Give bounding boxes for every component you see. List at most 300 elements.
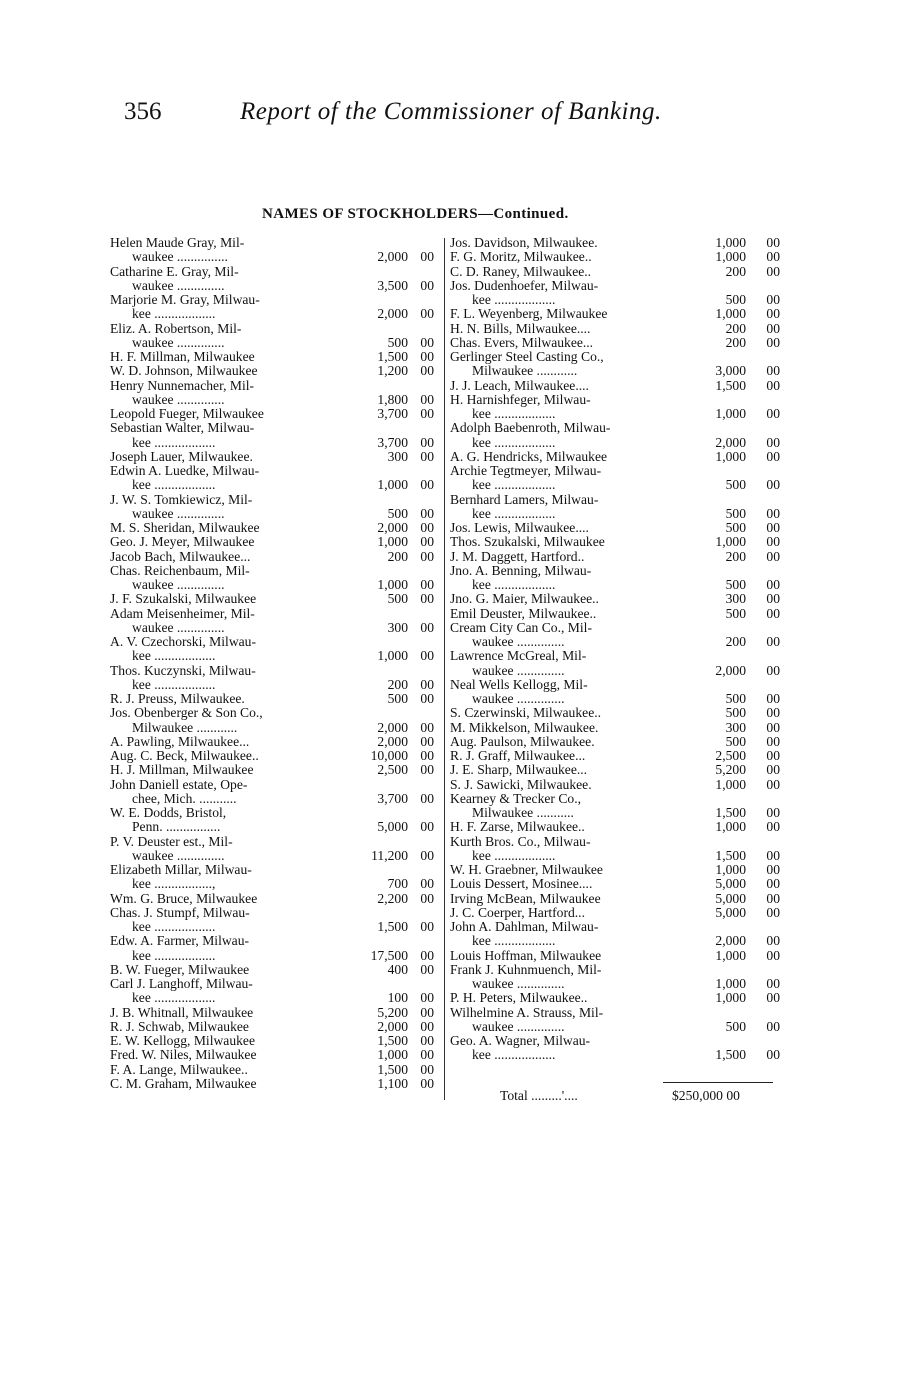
stockholder-name: W. D. Johnson, Milwaukee <box>110 363 258 379</box>
share-amount: 1,000 <box>715 776 746 792</box>
share-cents: 00 <box>766 933 780 949</box>
share-cents: 00 <box>766 577 780 592</box>
stockholder-row <box>110 991 440 1005</box>
stockholder-name: Marjorie M. Gray, Milwau- <box>110 292 260 307</box>
stockholder-name: Catharine E. Gray, Mil- <box>110 263 239 279</box>
share-cents: 00 <box>766 591 780 607</box>
share-amount: 500 <box>725 477 746 493</box>
share-amount: 3,700 <box>377 434 408 450</box>
stockholder-row <box>450 877 782 891</box>
share-cents: 00 <box>766 819 780 835</box>
stockholder-row <box>110 849 440 863</box>
stockholder-name: Thos. Szukalski, Milwaukee <box>450 534 605 550</box>
stockholder-name: Bernhard Lamers, Milwau- <box>450 491 599 507</box>
share-cents: 00 <box>420 890 434 906</box>
stockholder-name: Emil Deuster, Milwaukee.. <box>450 605 597 621</box>
stockholder-row <box>450 735 782 749</box>
stockholder-row <box>110 806 440 820</box>
share-cents: 00 <box>766 805 780 820</box>
stockholder-name: waukee .............. <box>132 277 225 293</box>
share-cents: 00 <box>766 334 780 350</box>
share-amount: 3,700 <box>377 790 408 806</box>
share-amount: 200 <box>725 634 746 649</box>
stockholder-name: J. C. Coerper, Hartford... <box>450 904 585 920</box>
share-cents: 00 <box>420 363 434 379</box>
stockholder-row <box>110 464 440 478</box>
stockholder-name: kee .................. <box>132 648 216 664</box>
stockholder-row <box>110 307 440 321</box>
stockholder-name: kee .................. <box>132 434 216 450</box>
stockholder-name: kee .................. <box>132 990 216 1006</box>
share-amount: 200 <box>387 548 408 564</box>
share-amount: 1,000 <box>715 235 746 250</box>
share-amount: 2,000 <box>377 733 408 749</box>
share-cents: 00 <box>420 676 434 692</box>
total-label: Total .........'.... <box>500 1088 578 1103</box>
share-cents: 00 <box>766 363 780 379</box>
stockholder-row <box>110 949 440 963</box>
stockholder-row <box>110 336 440 350</box>
stockholder-name: Wilhelmine A. Strauss, Mil- <box>450 1004 604 1020</box>
share-amount: 500 <box>387 505 408 521</box>
stockholder-name: F. L. Weyenberg, Milwaukee <box>450 306 608 322</box>
stockholder-name: waukee .............. <box>132 577 225 592</box>
stockholder-row <box>450 664 782 678</box>
share-cents: 00 <box>766 249 780 265</box>
stockholder-row <box>450 963 782 977</box>
total-amount: $250,000 00 <box>672 1088 740 1103</box>
share-cents: 00 <box>420 762 434 778</box>
share-cents: 00 <box>766 847 780 863</box>
share-cents: 00 <box>420 277 434 293</box>
stockholder-name: W. H. Graebner, Milwaukee <box>450 862 603 877</box>
stockholder-row <box>450 721 782 735</box>
stockholder-row <box>110 493 440 507</box>
stockholder-row <box>450 236 782 250</box>
stockholder-row <box>110 564 440 578</box>
stockholder-name: F. G. Moritz, Milwaukee.. <box>450 249 592 265</box>
stockholder-name: Irving McBean, Milwaukee <box>450 890 601 906</box>
stockholder-row <box>450 806 782 820</box>
share-amount: 5,000 <box>715 890 746 906</box>
share-cents: 00 <box>420 1004 434 1020</box>
share-amount: 700 <box>387 876 408 892</box>
stockholder-row <box>450 1034 782 1048</box>
stockholder-row <box>110 977 440 991</box>
stockholder-name: Chas. Reichenbaum, Mil- <box>110 562 250 578</box>
share-amount: 200 <box>725 548 746 564</box>
stockholder-name: Jos. Davidson, Milwaukee. <box>450 235 598 250</box>
stockholder-row <box>110 450 440 464</box>
stockholder-name: waukee ............... <box>132 249 228 265</box>
stockholder-name: Helen Maude Gray, Mil- <box>110 235 245 250</box>
stockholder-name: waukee .............. <box>132 847 225 863</box>
stockholder-name: Chas. Evers, Milwaukee... <box>450 334 594 350</box>
share-amount: 1,100 <box>377 1075 408 1091</box>
stockholder-row <box>110 706 440 720</box>
stockholder-row <box>450 863 782 877</box>
share-cents: 00 <box>420 819 434 835</box>
stockholder-name: Milwaukee ............ <box>132 719 238 735</box>
stockholder-name: P. H. Peters, Milwaukee.. <box>450 990 588 1006</box>
stockholder-name: waukee .............. <box>132 391 225 407</box>
share-cents: 00 <box>420 520 434 535</box>
stockholder-name: Edw. A. Farmer, Milwau- <box>110 933 250 949</box>
share-amount: 1,000 <box>377 534 408 550</box>
stockholder-row <box>450 407 782 421</box>
running-title: Report of the Commissioner of Banking. <box>240 98 662 125</box>
stockholder-name: B. W. Fueger, Milwaukee <box>110 961 250 977</box>
share-amount: 2,000 <box>715 434 746 450</box>
stockholder-row <box>450 393 782 407</box>
stockholder-name: J. E. Sharp, Milwaukee... <box>450 762 588 778</box>
stockholder-row <box>110 265 440 279</box>
stockholder-row <box>110 763 440 777</box>
stockholder-name: John A. Dahlman, Milwau- <box>450 919 599 934</box>
share-cents: 00 <box>766 719 780 735</box>
stockholder-name: waukee .............. <box>472 691 565 706</box>
share-amount: 1,000 <box>715 819 746 835</box>
stockholder-row <box>110 379 440 393</box>
stockholder-name: Frank J. Kuhnmuench, Mil- <box>450 961 602 977</box>
stockholder-name: R. J. Preuss, Milwaukee. <box>110 691 245 706</box>
share-amount: 1,500 <box>715 377 746 393</box>
share-cents: 00 <box>766 662 780 678</box>
stockholder-row <box>110 692 440 706</box>
stockholder-row <box>110 607 440 621</box>
share-cents: 00 <box>420 505 434 521</box>
stockholder-name: kee .................. <box>132 306 216 322</box>
share-cents: 00 <box>420 306 434 322</box>
share-cents: 00 <box>420 434 434 450</box>
share-cents: 00 <box>420 477 434 493</box>
share-amount: 2,500 <box>715 748 746 763</box>
share-amount: 1,200 <box>377 363 408 379</box>
share-cents: 00 <box>420 990 434 1006</box>
stockholder-row <box>110 364 440 378</box>
stockholder-name: Kurth Bros. Co., Milwau- <box>450 833 591 849</box>
share-amount: 500 <box>387 591 408 607</box>
stockholder-row <box>110 592 440 606</box>
share-cents: 00 <box>420 919 434 934</box>
stockholder-name: kee .................. <box>472 505 556 521</box>
share-cents: 00 <box>766 448 780 464</box>
stockholder-row <box>450 649 782 663</box>
stockholder-name: kee .................. <box>472 933 556 949</box>
stockholder-name: kee .................. <box>472 577 556 592</box>
share-cents: 00 <box>766 548 780 564</box>
stockholder-name: M. S. Sheridan, Milwaukee <box>110 520 260 535</box>
share-amount: 1,500 <box>377 349 408 364</box>
stockholder-name: kee .................. <box>132 676 216 692</box>
stockholder-row <box>110 1063 440 1077</box>
stockholder-name: kee .................. <box>472 434 556 450</box>
stockholder-row <box>450 1020 782 1034</box>
stockholder-row <box>110 934 440 948</box>
stockholder-name: kee .................. <box>132 947 216 963</box>
stockholder-row <box>450 265 782 279</box>
share-amount: 5,200 <box>377 1004 408 1020</box>
stockholder-row <box>110 778 440 792</box>
share-amount: 500 <box>725 733 746 749</box>
stockholder-name: kee .................. <box>132 919 216 934</box>
share-amount: 1,500 <box>377 1033 408 1048</box>
share-cents: 00 <box>420 548 434 564</box>
share-cents: 00 <box>420 1018 434 1034</box>
share-cents: 00 <box>420 448 434 464</box>
share-amount: 1,000 <box>377 648 408 664</box>
share-cents: 00 <box>766 434 780 450</box>
stockholder-row <box>110 649 440 663</box>
stockholder-row <box>450 991 782 1005</box>
stockholder-name: S. J. Sawicki, Milwaukee. <box>450 776 592 792</box>
stockholder-row <box>450 763 782 777</box>
stockholder-row <box>110 236 440 250</box>
stockholder-name: Jos. Dudenhoefer, Milwau- <box>450 277 599 293</box>
section-heading: NAMES OF STOCKHOLDERS—Continued. <box>262 206 569 222</box>
share-amount: 500 <box>725 292 746 307</box>
stockholder-name: waukee .............. <box>132 619 225 635</box>
stockholder-row <box>110 578 440 592</box>
share-amount: 300 <box>387 448 408 464</box>
share-cents: 00 <box>766 890 780 906</box>
stockholder-row <box>450 421 782 435</box>
stockholder-name: Joseph Lauer, Milwaukee. <box>110 448 253 464</box>
share-cents: 00 <box>766 1018 780 1034</box>
stockholder-row <box>450 350 782 364</box>
stockholder-row <box>450 820 782 834</box>
share-amount: 300 <box>725 719 746 735</box>
share-amount: 2,000 <box>377 306 408 322</box>
share-cents: 00 <box>766 263 780 279</box>
share-cents: 00 <box>766 605 780 621</box>
share-cents: 00 <box>766 306 780 322</box>
share-amount: 3,500 <box>377 277 408 293</box>
share-amount: 2,000 <box>377 1018 408 1034</box>
stockholder-name: Aug. Paulson, Milwaukee. <box>450 733 595 749</box>
stockholder-row <box>110 963 440 977</box>
stockholder-name: Geo. A. Wagner, Milwau- <box>450 1033 591 1048</box>
stockholder-name: Wm. G. Bruce, Milwaukee <box>110 890 258 906</box>
stockholder-name: waukee .............. <box>472 662 565 678</box>
share-cents: 00 <box>420 1075 434 1091</box>
share-amount: 17,500 <box>370 947 408 963</box>
stockholder-name: Jacob Bach, Milwaukee... <box>110 548 251 564</box>
stockholder-name: Adam Meisenheimer, Mil- <box>110 605 255 621</box>
stockholder-row <box>450 250 782 264</box>
share-amount: 200 <box>725 334 746 350</box>
stockholder-name: E. W. Kellogg, Milwaukee <box>110 1033 255 1048</box>
stockholder-name: Jos. Lewis, Milwaukee.... <box>450 520 589 535</box>
share-amount: 1,000 <box>377 477 408 493</box>
stockholder-row <box>110 1048 440 1062</box>
stockholder-name: M. Mikkelson, Milwaukee. <box>450 719 599 735</box>
stockholder-name: H. F. Zarse, Milwaukee.. <box>450 819 585 835</box>
share-amount: 200 <box>387 676 408 692</box>
share-amount: 2,000 <box>715 933 746 949</box>
share-cents: 00 <box>766 534 780 550</box>
share-amount: 1,000 <box>715 976 746 991</box>
share-cents: 00 <box>766 377 780 393</box>
share-amount: 500 <box>725 1018 746 1034</box>
stockholder-name: Milwaukee ........... <box>472 805 574 820</box>
stockholder-name: Adolph Baebenroth, Milwau- <box>450 420 611 436</box>
share-amount: 2,000 <box>377 249 408 265</box>
stockholder-row <box>450 949 782 963</box>
stockholder-row <box>110 1020 440 1034</box>
stockholder-row <box>110 792 440 806</box>
stockholder-name: Eliz. A. Robertson, Mil- <box>110 320 242 336</box>
stockholder-name: kee .................. <box>472 406 556 421</box>
share-amount: 5,200 <box>715 762 746 778</box>
stockholder-name: R. J. Schwab, Milwaukee <box>110 1018 249 1034</box>
stockholder-name: John Daniell estate, Ope- <box>110 776 248 792</box>
stockholder-name: Neal Wells Kellogg, Mil- <box>450 676 588 692</box>
share-amount: 2,000 <box>377 520 408 535</box>
stockholder-row <box>450 293 782 307</box>
stockholder-name: S. Czerwinski, Milwaukee.. <box>450 705 602 721</box>
stockholder-row <box>110 892 440 906</box>
stockholder-name: H. Harnishfeger, Milwau- <box>450 391 591 407</box>
stockholder-name: C. M. Graham, Milwaukee <box>110 1075 257 1091</box>
stockholder-row <box>110 920 440 934</box>
stockholder-row <box>450 849 782 863</box>
share-amount: 1,000 <box>715 534 746 550</box>
stockholder-name: Chas. J. Stumpf, Milwau- <box>110 904 250 920</box>
stockholder-name: A. V. Czechorski, Milwau- <box>110 634 256 649</box>
share-amount: 5,000 <box>377 819 408 835</box>
stockholder-row <box>110 478 440 492</box>
share-cents: 00 <box>420 349 434 364</box>
share-cents: 00 <box>420 961 434 977</box>
stockholder-name: J. B. Whitnall, Milwaukee <box>110 1004 254 1020</box>
stockholder-name: P. V. Deuster est., Mil- <box>110 833 233 849</box>
share-cents: 00 <box>420 1061 434 1077</box>
share-cents: 00 <box>420 733 434 749</box>
stockholder-row <box>110 550 440 564</box>
stockholder-row <box>450 792 782 806</box>
stockholder-row <box>110 835 440 849</box>
stockholder-row <box>110 678 440 692</box>
stockholder-row <box>450 934 782 948</box>
share-cents: 00 <box>766 634 780 649</box>
stockholder-row <box>450 564 782 578</box>
stockholder-row <box>110 350 440 364</box>
stockholder-row <box>450 920 782 934</box>
share-cents: 00 <box>420 790 434 806</box>
share-amount: 500 <box>387 691 408 706</box>
share-amount: 400 <box>387 961 408 977</box>
share-amount: 1,000 <box>715 947 746 963</box>
stockholder-row <box>450 521 782 535</box>
page-number: 356 <box>124 98 162 125</box>
stockholder-row <box>110 535 440 549</box>
share-cents: 00 <box>766 691 780 706</box>
stockholder-row <box>110 635 440 649</box>
stockholder-row <box>450 336 782 350</box>
stockholder-name: kee .................. <box>472 292 556 307</box>
stockholder-row <box>450 478 782 492</box>
stockholder-name: Elizabeth Millar, Milwau- <box>110 862 252 877</box>
stockholder-name: Leopold Fueger, Milwaukee <box>110 406 264 421</box>
share-amount: 2,200 <box>377 890 408 906</box>
stockholder-row <box>110 1077 440 1091</box>
share-amount: 1,000 <box>715 306 746 322</box>
share-cents: 00 <box>766 990 780 1006</box>
stockholder-row <box>110 749 440 763</box>
stockholder-name: A. Pawling, Milwaukee... <box>110 733 250 749</box>
stockholder-name: J. W. S. Tomkiewicz, Mil- <box>110 491 253 507</box>
share-cents: 00 <box>766 1047 780 1063</box>
share-amount: 500 <box>725 691 746 706</box>
share-cents: 00 <box>766 520 780 535</box>
share-amount: 500 <box>725 577 746 592</box>
share-amount: 100 <box>387 990 408 1006</box>
share-amount: 2,000 <box>377 719 408 735</box>
share-amount: 200 <box>725 320 746 336</box>
stockholder-row <box>450 678 782 692</box>
stockholder-name: R. J. Graff, Milwaukee... <box>450 748 586 763</box>
total-rule <box>663 1082 773 1083</box>
stockholder-row <box>110 279 440 293</box>
share-cents: 00 <box>766 477 780 493</box>
stockholder-row <box>450 778 782 792</box>
stockholder-row <box>110 721 440 735</box>
stockholder-name: H. J. Millman, Milwaukee <box>110 762 254 778</box>
share-cents: 00 <box>420 648 434 664</box>
stockholders-left-column <box>110 236 440 1091</box>
share-cents: 00 <box>766 292 780 307</box>
stockholder-row <box>450 535 782 549</box>
share-amount: 500 <box>725 705 746 721</box>
stockholder-row <box>450 307 782 321</box>
share-cents: 00 <box>420 591 434 607</box>
stockholder-name: Jos. Obenberger & Son Co., <box>110 705 263 721</box>
share-cents: 00 <box>766 320 780 336</box>
stockholder-row <box>110 322 440 336</box>
stockholder-name: kee .................. <box>472 847 556 863</box>
stockholder-row <box>450 322 782 336</box>
stockholder-row <box>450 906 782 920</box>
stockholder-row <box>450 1048 782 1062</box>
share-amount: 2,000 <box>715 662 746 678</box>
stockholder-row <box>110 293 440 307</box>
share-cents: 00 <box>766 748 780 763</box>
stockholder-row <box>450 635 782 649</box>
share-amount: 500 <box>387 334 408 350</box>
stockholder-row <box>450 749 782 763</box>
share-amount: 500 <box>725 605 746 621</box>
stockholder-row <box>110 820 440 834</box>
stockholder-name: Fred. W. Niles, Milwaukee <box>110 1047 257 1063</box>
stockholders-right-column <box>450 236 782 1063</box>
share-cents: 00 <box>420 876 434 892</box>
stockholder-row <box>110 507 440 521</box>
stockholder-row <box>110 407 440 421</box>
stockholder-name: Carl J. Langhoff, Milwau- <box>110 976 253 991</box>
stockholder-row <box>450 364 782 378</box>
stockholder-name: H. F. Millman, Milwaukee <box>110 349 255 364</box>
share-amount: 1,500 <box>715 1047 746 1063</box>
stockholder-row <box>110 521 440 535</box>
stockholder-row <box>450 379 782 393</box>
stockholder-name: kee .................. <box>132 477 216 493</box>
share-cents: 00 <box>420 334 434 350</box>
share-cents: 00 <box>420 577 434 592</box>
share-cents: 00 <box>420 947 434 963</box>
stockholder-name: A. G. Hendricks, Milwaukee <box>450 448 608 464</box>
share-cents: 00 <box>420 249 434 265</box>
